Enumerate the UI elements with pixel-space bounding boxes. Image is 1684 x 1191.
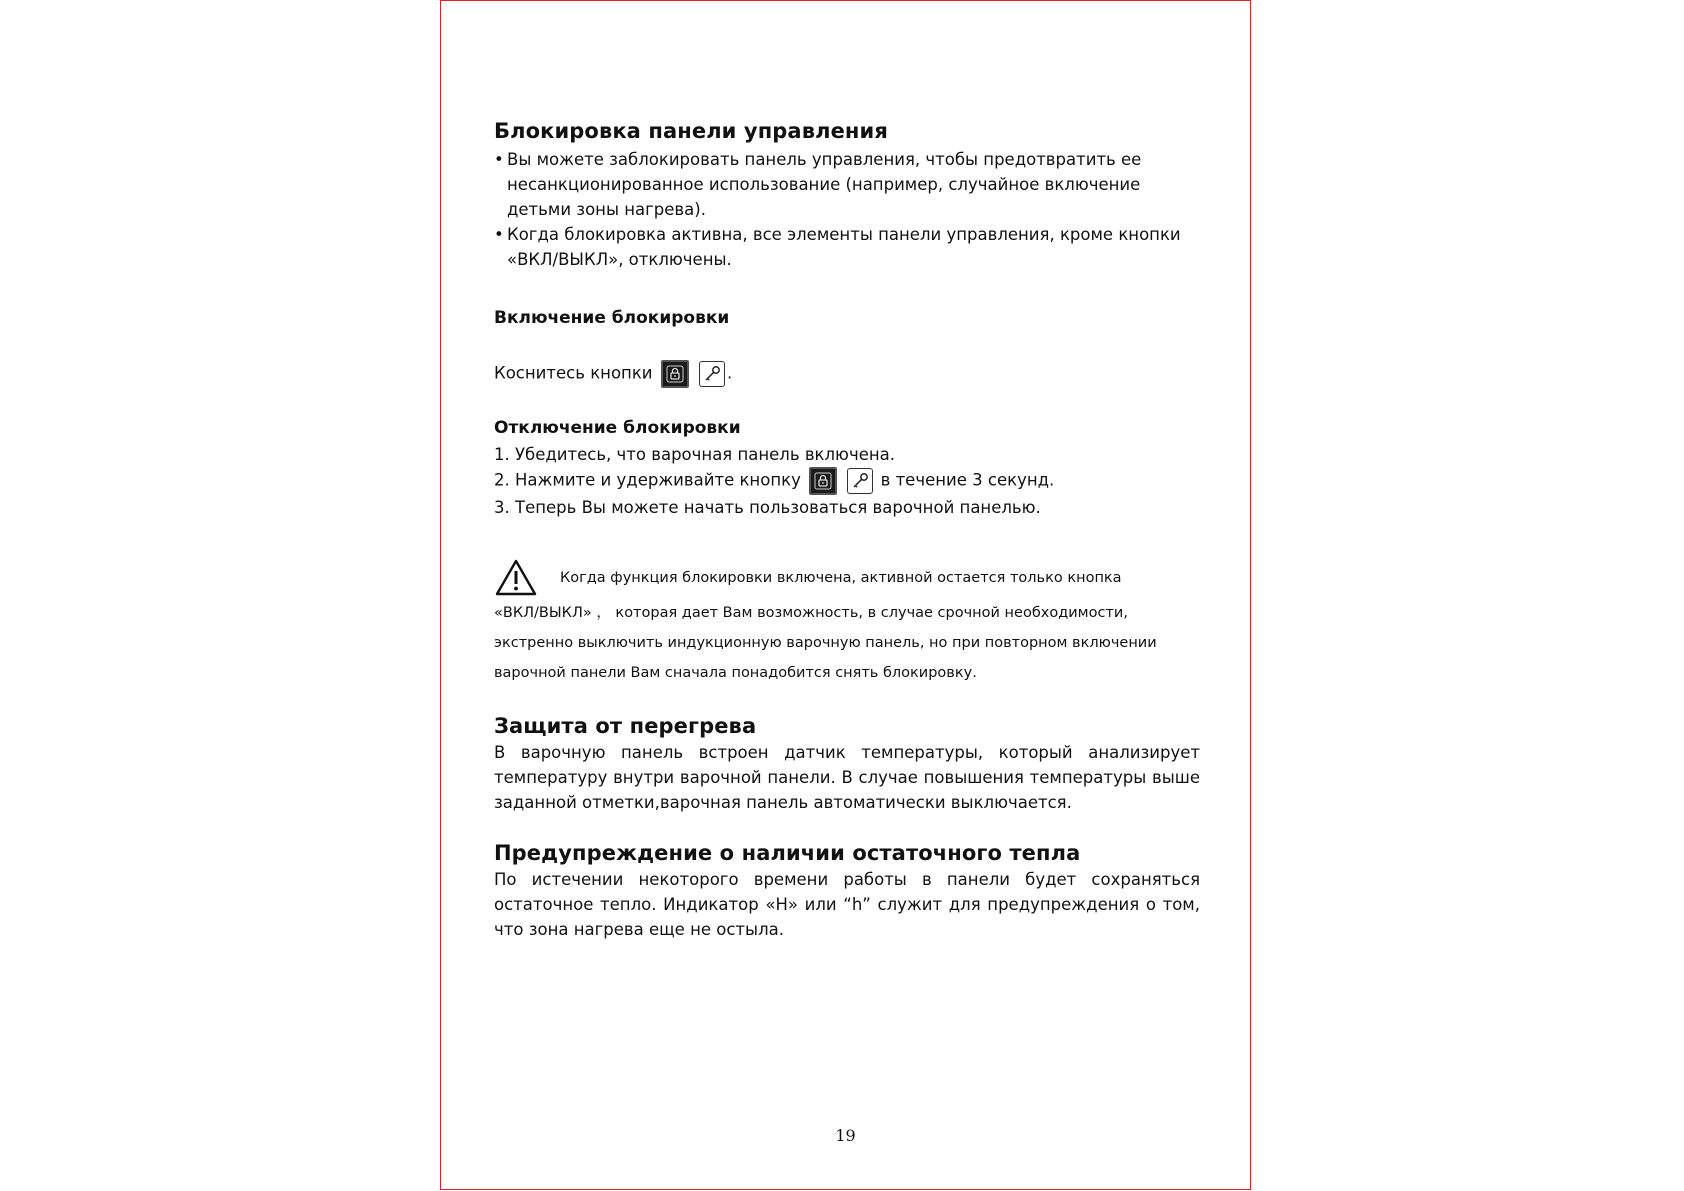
lock-bullet-list [494, 147, 1200, 272]
section-title-overheat: Защита от перегрева [494, 714, 757, 738]
section-title-residual-heat: Предупреждение о наличии остаточного тепла [494, 841, 1081, 865]
enable-lock-period: . [727, 363, 733, 383]
disable-lock-steps [494, 442, 1200, 520]
page-content [494, 119, 1200, 942]
overheat-paragraph: В варочную панель встроен датчик температуры, который анализирует температуру внутри варочной панели. В случае повышения температуры выше заданной отметки,варочная панель автоматически выключается. [494, 743, 1200, 812]
page-number: 19 [835, 1126, 856, 1145]
list-item: • Когда блокировка активна, все элементы панели управления, кроме кнопки «ВКЛ/ВЫКЛ», отключены. [494, 222, 1200, 272]
key-icon [847, 468, 873, 494]
section-title-lock: Блокировка панели управления [494, 119, 888, 143]
warning-line-1: Когда функция блокировки включена, активной остается только кнопка [560, 570, 1122, 586]
subsection-title-enable-lock: Включение блокировки [494, 308, 730, 328]
warning-line-4: варочной панели Вам сначала понадобится снять блокировку. [494, 665, 977, 681]
step2-text: 2. Нажмите и удерживайте кнопку [494, 470, 801, 490]
step2-duration: в течение 3 секунд. [880, 470, 1055, 490]
enable-lock-instruction [494, 360, 1200, 388]
list-item: • Вы можете заблокировать панель управления, чтобы предотвратить ее несанкционированное использование (например, случайное включение детьми зоны нагрева). [494, 147, 1200, 222]
list-item: 1. Убедитесь, что варочная панель включена. [494, 445, 895, 464]
key-icon [699, 361, 725, 387]
subsection-title-disable-lock: Отключение блокировки [494, 418, 741, 438]
list-item: 3. Теперь Вы можете начать пользоваться варочной панелью. [494, 498, 1041, 517]
warning-icon [494, 558, 538, 598]
warning-note [494, 558, 1200, 688]
lock-button-icon [661, 360, 689, 388]
lock-button-icon [809, 467, 837, 495]
list-item [494, 467, 1200, 495]
warning-line-3: экстренно выключить индукционную варочную панель, но при повторном включении [494, 635, 1157, 651]
enable-lock-text: Коснитесь кнопки [494, 363, 653, 383]
warning-line-2: «ВКЛ/ВЫКЛ» ， которая дает Вам возможность, в случае срочной необходимости, [494, 605, 1128, 621]
document-page [440, 0, 1251, 1190]
residual-heat-paragraph: По истечении некоторого времени работы в панели будет сохраняться остаточное тепло. Индикатор «H» или “h” служит для предупреждения о том, что зона нагрева еще не остыла. [494, 870, 1200, 939]
